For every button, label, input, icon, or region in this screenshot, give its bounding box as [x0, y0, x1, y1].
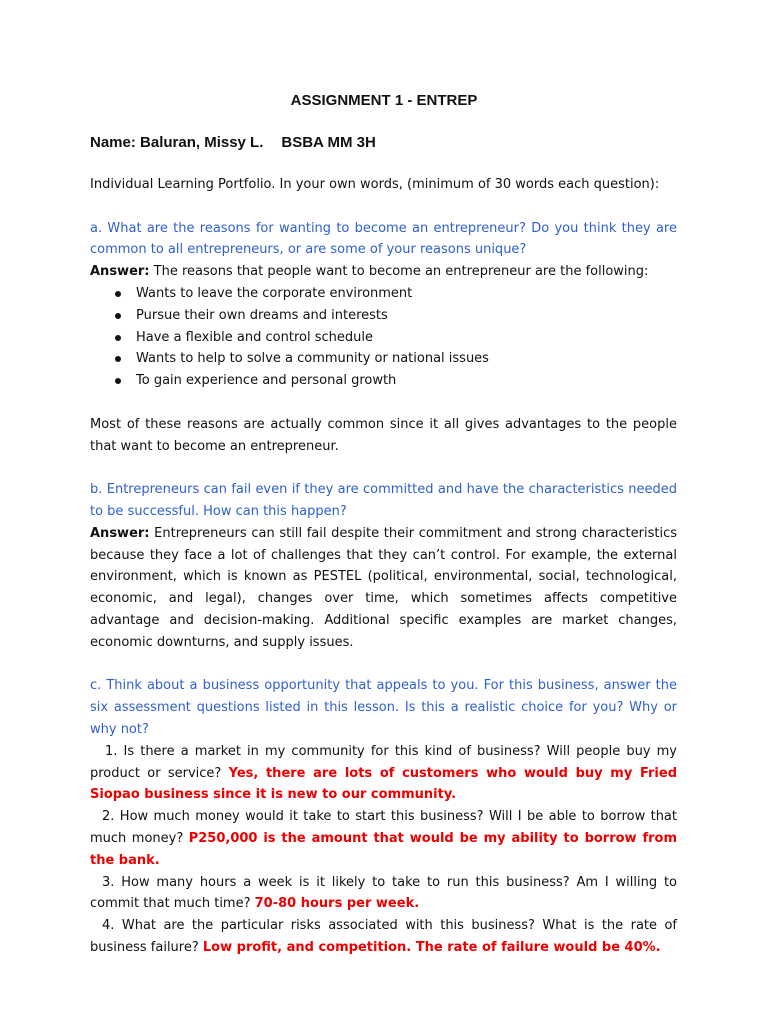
answer-b-label: Answer:	[90, 525, 150, 541]
question-b: b. Entrepreneurs can fail even if they are committed and have the characteristics needed to be successful. How can this happen?	[90, 482, 677, 519]
bullet-icon	[115, 356, 121, 362]
bullet-icon	[115, 313, 121, 319]
student-info	[90, 134, 376, 151]
answer-a-label: Answer:	[90, 264, 150, 280]
question-a: a. What are the reasons for wanting to become an entrepreneur? Do you think they are common to all entrepreneurs, or are some of your reasons unique?	[90, 220, 677, 258]
assessment-answer-2: P250,000 is the amount that would be my ability to borrow from the bank.	[90, 830, 677, 868]
answer-a	[90, 261, 677, 283]
intro-text: Individual Learning Portfolio. In your own words, (minimum of 30 words each question):	[90, 177, 660, 192]
assessment-answer-4: Low profit, and competition. The rate of failure would be 40%.	[202, 939, 661, 955]
list-item-text: Have a flexible and control schedule	[136, 329, 373, 345]
student-name: Name: Baluran, Missy L.	[90, 134, 264, 151]
assessment-question-1: 1. Is there a market in my community for this kind of business? Will people buy my product or service?	[90, 743, 677, 781]
list-item-text: To gain experience and personal growth	[136, 373, 397, 389]
assessment-item-2	[90, 806, 677, 871]
question-c: c. Think about a business opportunity that appeals to you. For this business, answer the six assessment questions listed in this lesson. Is this a realistic choice for you? Why or why not?	[90, 678, 677, 737]
list-item-text: Pursue their own dreams and interests	[136, 307, 388, 323]
assessment-question-3: 3. How many hours a week is it likely to take to run this business? Am I willing to commit that much time?	[90, 874, 677, 912]
bullet-icon	[115, 378, 121, 384]
list-item-text: Wants to help to solve a community or national issues	[136, 351, 489, 367]
list-item	[90, 348, 677, 370]
answer-b	[90, 523, 677, 654]
list-item	[90, 283, 677, 305]
list-item	[90, 370, 677, 392]
bullet-icon	[115, 291, 121, 297]
assessment-item-1	[90, 741, 677, 806]
assessment-question-2: 2. How much money would it take to start this business? Will I be able to borrow that much money?	[90, 809, 677, 846]
list-item	[90, 327, 677, 349]
reasons-list	[90, 283, 677, 392]
assessment-item-4	[90, 915, 677, 959]
list-item-text: Wants to leave the corporate environment	[136, 285, 413, 301]
student-course: BSBA MM 3H	[281, 134, 376, 151]
assessment-answer-1: Yes, there are lots of customers who would buy my Fried Siopao business since it is new to our community.	[90, 765, 678, 803]
document-body	[90, 174, 677, 959]
assessment-question-4: 4. What are the particular risks associated with this business? What is the rate of business failure?	[90, 918, 677, 955]
assessment-item-3	[90, 872, 677, 916]
conclusion-a: Most of these reasons are actually common since it all gives advantages to the people that want to become an entrepreneur.	[90, 416, 677, 454]
assignment-title: ASSIGNMENT 1 - ENTREP	[290, 92, 478, 109]
list-item	[90, 305, 677, 327]
assessment-answer-3: 70-80 hours per week.	[254, 896, 420, 912]
answer-a-text: The reasons that people want to become an entrepreneur are the following:	[149, 264, 649, 280]
answer-b-text: Entrepreneurs can still fail despite their commitment and strong characteristics because they face a lot of challenges that they can’t control. For example, the external environment, which is known as PESTEL (political, environmental, social, technological, economic, and legal), changes over time, which sometimes affects competitive advantage and decision-making. Additional specific examples are market changes, economic downturns, and supply issues.	[90, 525, 677, 650]
bullet-icon	[115, 335, 121, 341]
